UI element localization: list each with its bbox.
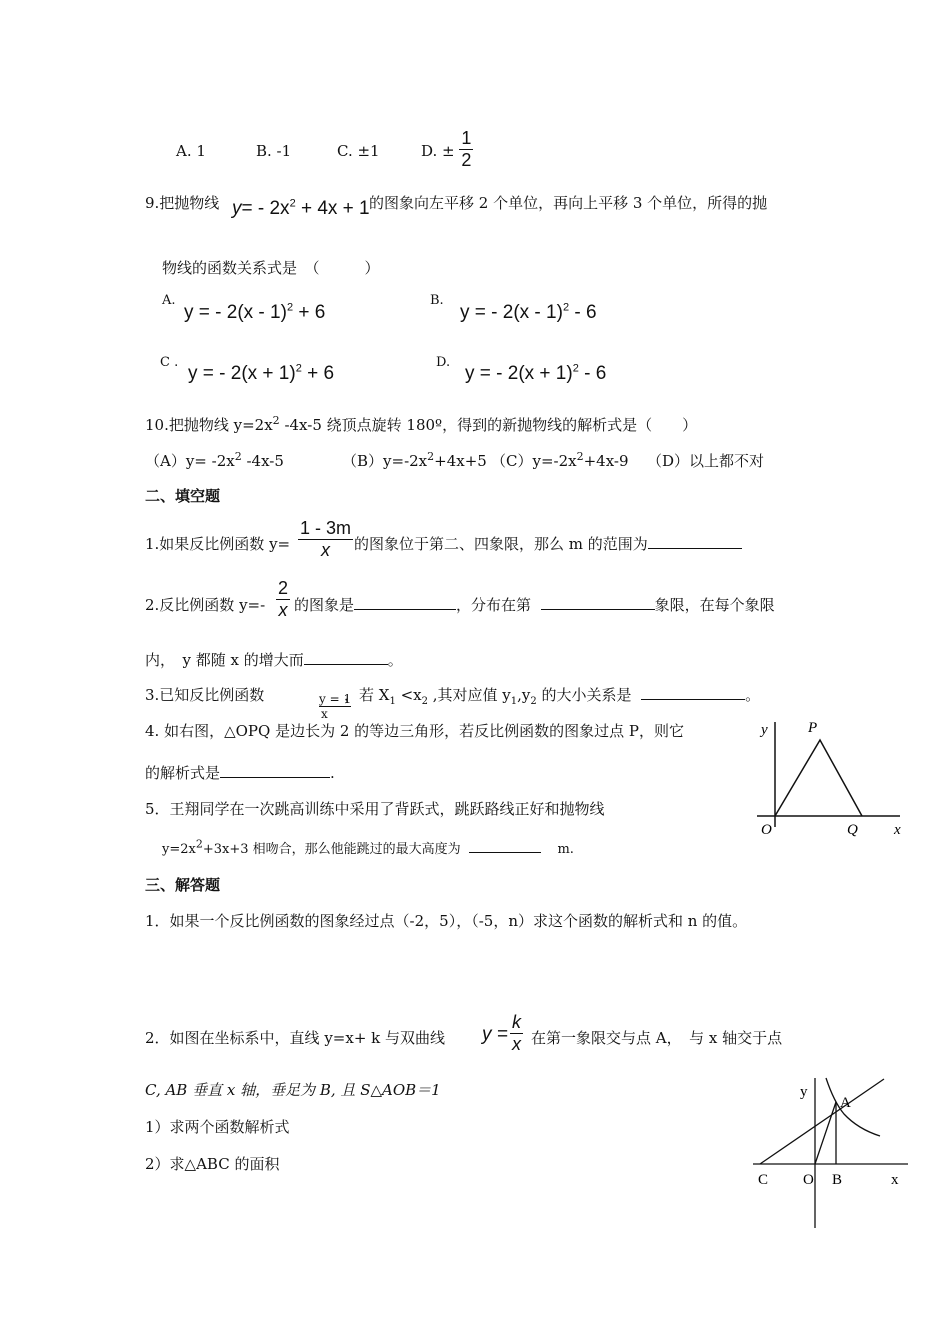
- answer-blank[interactable]: [641, 685, 745, 700]
- exponent: 2: [427, 450, 435, 463]
- label-o: O: [803, 1172, 814, 1188]
- label-y: y: [761, 722, 768, 738]
- triangle-opq-figure: [745, 712, 915, 842]
- text: 的大小关系是: [536, 686, 632, 704]
- text: 。: [387, 651, 403, 669]
- fraction-numerator: 1: [461, 128, 472, 148]
- line-y-x-plus-k: [760, 1079, 884, 1164]
- text: ，若 X: [344, 686, 390, 704]
- q9-line2: 物线的函数关系式是 （ ）: [162, 259, 380, 277]
- solve2-line2: C, AB 垂直 x 轴，垂足为 B, 且 S△AOB＝1: [145, 1081, 441, 1099]
- fill5-line1: 5．王翔同学在一次跳高训练中采用了背跃式，跳跃路线正好和抛物线: [145, 800, 605, 818]
- fill5-line2: [162, 838, 574, 857]
- q8-option-a: A. 1: [176, 142, 206, 160]
- option-text: （B）y=-2x: [342, 452, 428, 470]
- solve2-formula-lhs: [482, 1024, 508, 1046]
- formula-exponent: 2: [295, 362, 302, 375]
- label-b: B: [832, 1172, 843, 1188]
- option-text: （A）y= -2x: [145, 452, 235, 470]
- q9-option-d: [465, 363, 606, 385]
- fill3-prefix: 3.已知反比例函数: [145, 686, 265, 704]
- q8-option-d: [421, 128, 473, 170]
- answer-blank[interactable]: [304, 650, 388, 665]
- formula-body: y = - 2(x + 1): [465, 363, 573, 384]
- text: .: [330, 764, 335, 782]
- fraction-denominator: x: [321, 539, 330, 560]
- q10-option-d: （D）以上都不对: [647, 452, 765, 470]
- text: 的解析式是: [145, 764, 221, 782]
- q9-option-b: [460, 302, 597, 324]
- exponent: 2: [195, 837, 203, 851]
- label-p: P: [808, 720, 818, 736]
- q8-option-d-fraction: [459, 128, 473, 170]
- solve1-text: 1．如果一个反比例函数的图象经过点（-2，5），（-5，n）求这个函数的解析式和 n 的值。: [145, 912, 748, 930]
- text: 象限，在每个象限: [654, 596, 775, 614]
- line-hyperbola-figure: [748, 1074, 910, 1232]
- formula-tail: - 6: [569, 302, 597, 323]
- subscript: 2: [421, 696, 428, 707]
- segment-oa: [815, 1102, 836, 1164]
- exponent: 2: [234, 450, 242, 463]
- text: ,y: [517, 686, 531, 704]
- subscript: 1: [389, 696, 396, 707]
- q9-option-a: [184, 302, 325, 324]
- fraction-denominator: 2: [461, 149, 472, 170]
- q10-option-b: [342, 450, 487, 471]
- label-a: A: [840, 1095, 851, 1111]
- text: 的图象是: [294, 596, 355, 614]
- label-y: y: [800, 1084, 808, 1100]
- text: +3x+3 相吻合，那么他能跳过的最大高度为: [202, 842, 461, 857]
- q8-option-c: C. ±1: [337, 142, 380, 160]
- formula-text: y =: [482, 1024, 508, 1045]
- stem-part: 10.把抛物线 y=2x: [145, 416, 273, 434]
- label-o: O: [761, 822, 772, 838]
- option-tail: -4x-5: [241, 452, 284, 470]
- label-x: x: [891, 1172, 899, 1188]
- q9-option-a-label: A.: [162, 293, 176, 308]
- label-x: x: [894, 822, 901, 838]
- formula-exponent: 2: [289, 197, 296, 210]
- solve2-suffix: 在第一象限交与点 A， 与 x 轴交于点: [531, 1029, 783, 1047]
- q8-option-d-prefix: D. ±: [421, 142, 455, 160]
- solve2-fraction: [510, 1012, 523, 1054]
- q8-option-b: B. -1: [256, 142, 292, 160]
- fill1-prefix: 1.如果反比例函数 y=: [145, 535, 291, 553]
- option-text: （C）y=-2x: [491, 452, 577, 470]
- solve2-prefix: 2．如图在坐标系中，直线 y=x+ k 与双曲线: [145, 1029, 446, 1047]
- option-tail: +4x-9: [583, 452, 629, 470]
- fill2-rest: [294, 594, 775, 615]
- formula-tail: - 6: [578, 363, 607, 384]
- subscript: 1: [510, 696, 518, 707]
- answer-blank[interactable]: [354, 595, 456, 610]
- subscript: 2: [530, 696, 537, 707]
- formula-tail: + 4x + 1: [295, 198, 370, 219]
- fraction-numerator: 1 - 3m: [300, 518, 352, 538]
- formula-body: y = - 2(x + 1): [188, 363, 296, 384]
- formula-var: y: [232, 198, 242, 219]
- formula-exponent: 2: [286, 301, 294, 314]
- text: <x: [395, 686, 422, 704]
- label-c: C: [758, 1172, 769, 1188]
- formula-body: y = - 2(x - 1): [460, 302, 563, 323]
- text: 内， y 都随 x 的增大而: [145, 651, 304, 669]
- formula-tail: + 6: [293, 302, 326, 323]
- q10-stem: [145, 414, 697, 435]
- fraction-denominator: x: [278, 599, 288, 620]
- text: 。: [745, 686, 761, 704]
- suffix-text: 的图象位于第二、四象限，那么 m 的范围为: [354, 535, 648, 553]
- q9-option-c-label: C .: [160, 355, 179, 370]
- section-solve-title: 三、解答题: [145, 876, 221, 894]
- q10-option-a: [145, 450, 284, 471]
- solve2-part1: 1）求两个函数解析式: [145, 1118, 290, 1136]
- q9-formula: [232, 198, 370, 220]
- q9-option-b-label: B.: [430, 293, 444, 308]
- fraction-denominator: x: [512, 1033, 521, 1054]
- answer-blank[interactable]: [648, 534, 742, 549]
- formula-body: y = - 2(x - 1): [184, 302, 287, 323]
- triangle-opq: [775, 740, 862, 816]
- q9-option-c: [188, 363, 334, 385]
- q10-option-c: [491, 450, 629, 471]
- label-q: Q: [847, 822, 858, 838]
- fill4-line2: [145, 762, 335, 783]
- fill2-line2: [145, 649, 403, 670]
- fill2-fraction: [276, 578, 290, 620]
- fraction-numerator: k: [512, 1012, 521, 1032]
- formula-exponent: 2: [572, 362, 579, 375]
- solve2-part2: 2）求△ABC 的面积: [145, 1155, 280, 1173]
- q9-prefix: 9.把抛物线: [145, 194, 220, 212]
- formula-body: = - 2x: [241, 198, 290, 219]
- fill3-rest: [344, 684, 760, 705]
- formula-numerator: y = 1: [319, 692, 352, 706]
- fill1-suffix: [354, 533, 742, 554]
- exponent: 2: [576, 450, 584, 463]
- exponent: 2: [272, 414, 280, 427]
- section-fill-in-title: 二、填空题: [145, 487, 221, 505]
- q9-suffix: 的图象向左平移 2 个单位，再向上平移 3 个单位，所得的抛: [369, 194, 768, 212]
- formula-exponent: 2: [562, 301, 570, 314]
- text: y=2x: [162, 842, 196, 857]
- q9-option-d-label: D.: [436, 355, 451, 370]
- formula-tail: + 6: [301, 363, 335, 384]
- fill1-fraction: [298, 518, 353, 560]
- fill4-line1: 4. 如右图，△OPQ 是边长为 2 的等边三角形，若反比例函数的图象过点 P，则它: [145, 722, 685, 740]
- option-tail: +4x+5: [434, 452, 487, 470]
- answer-blank[interactable]: [541, 595, 655, 610]
- stem-part: -4x-5 绕顶点旋转 180º，得到的新抛物线的解析式是（ ）: [279, 416, 698, 434]
- text: m.: [557, 842, 574, 857]
- fill2-prefix: 2.反比例函数 y=-: [145, 596, 266, 614]
- answer-blank[interactable]: [469, 838, 541, 853]
- fraction-numerator: 2: [278, 578, 289, 598]
- answer-blank[interactable]: [220, 763, 330, 778]
- formula-denominator: x: [321, 707, 328, 721]
- text: ，分布在第: [456, 596, 532, 614]
- text: ,其对应值 y: [428, 686, 511, 704]
